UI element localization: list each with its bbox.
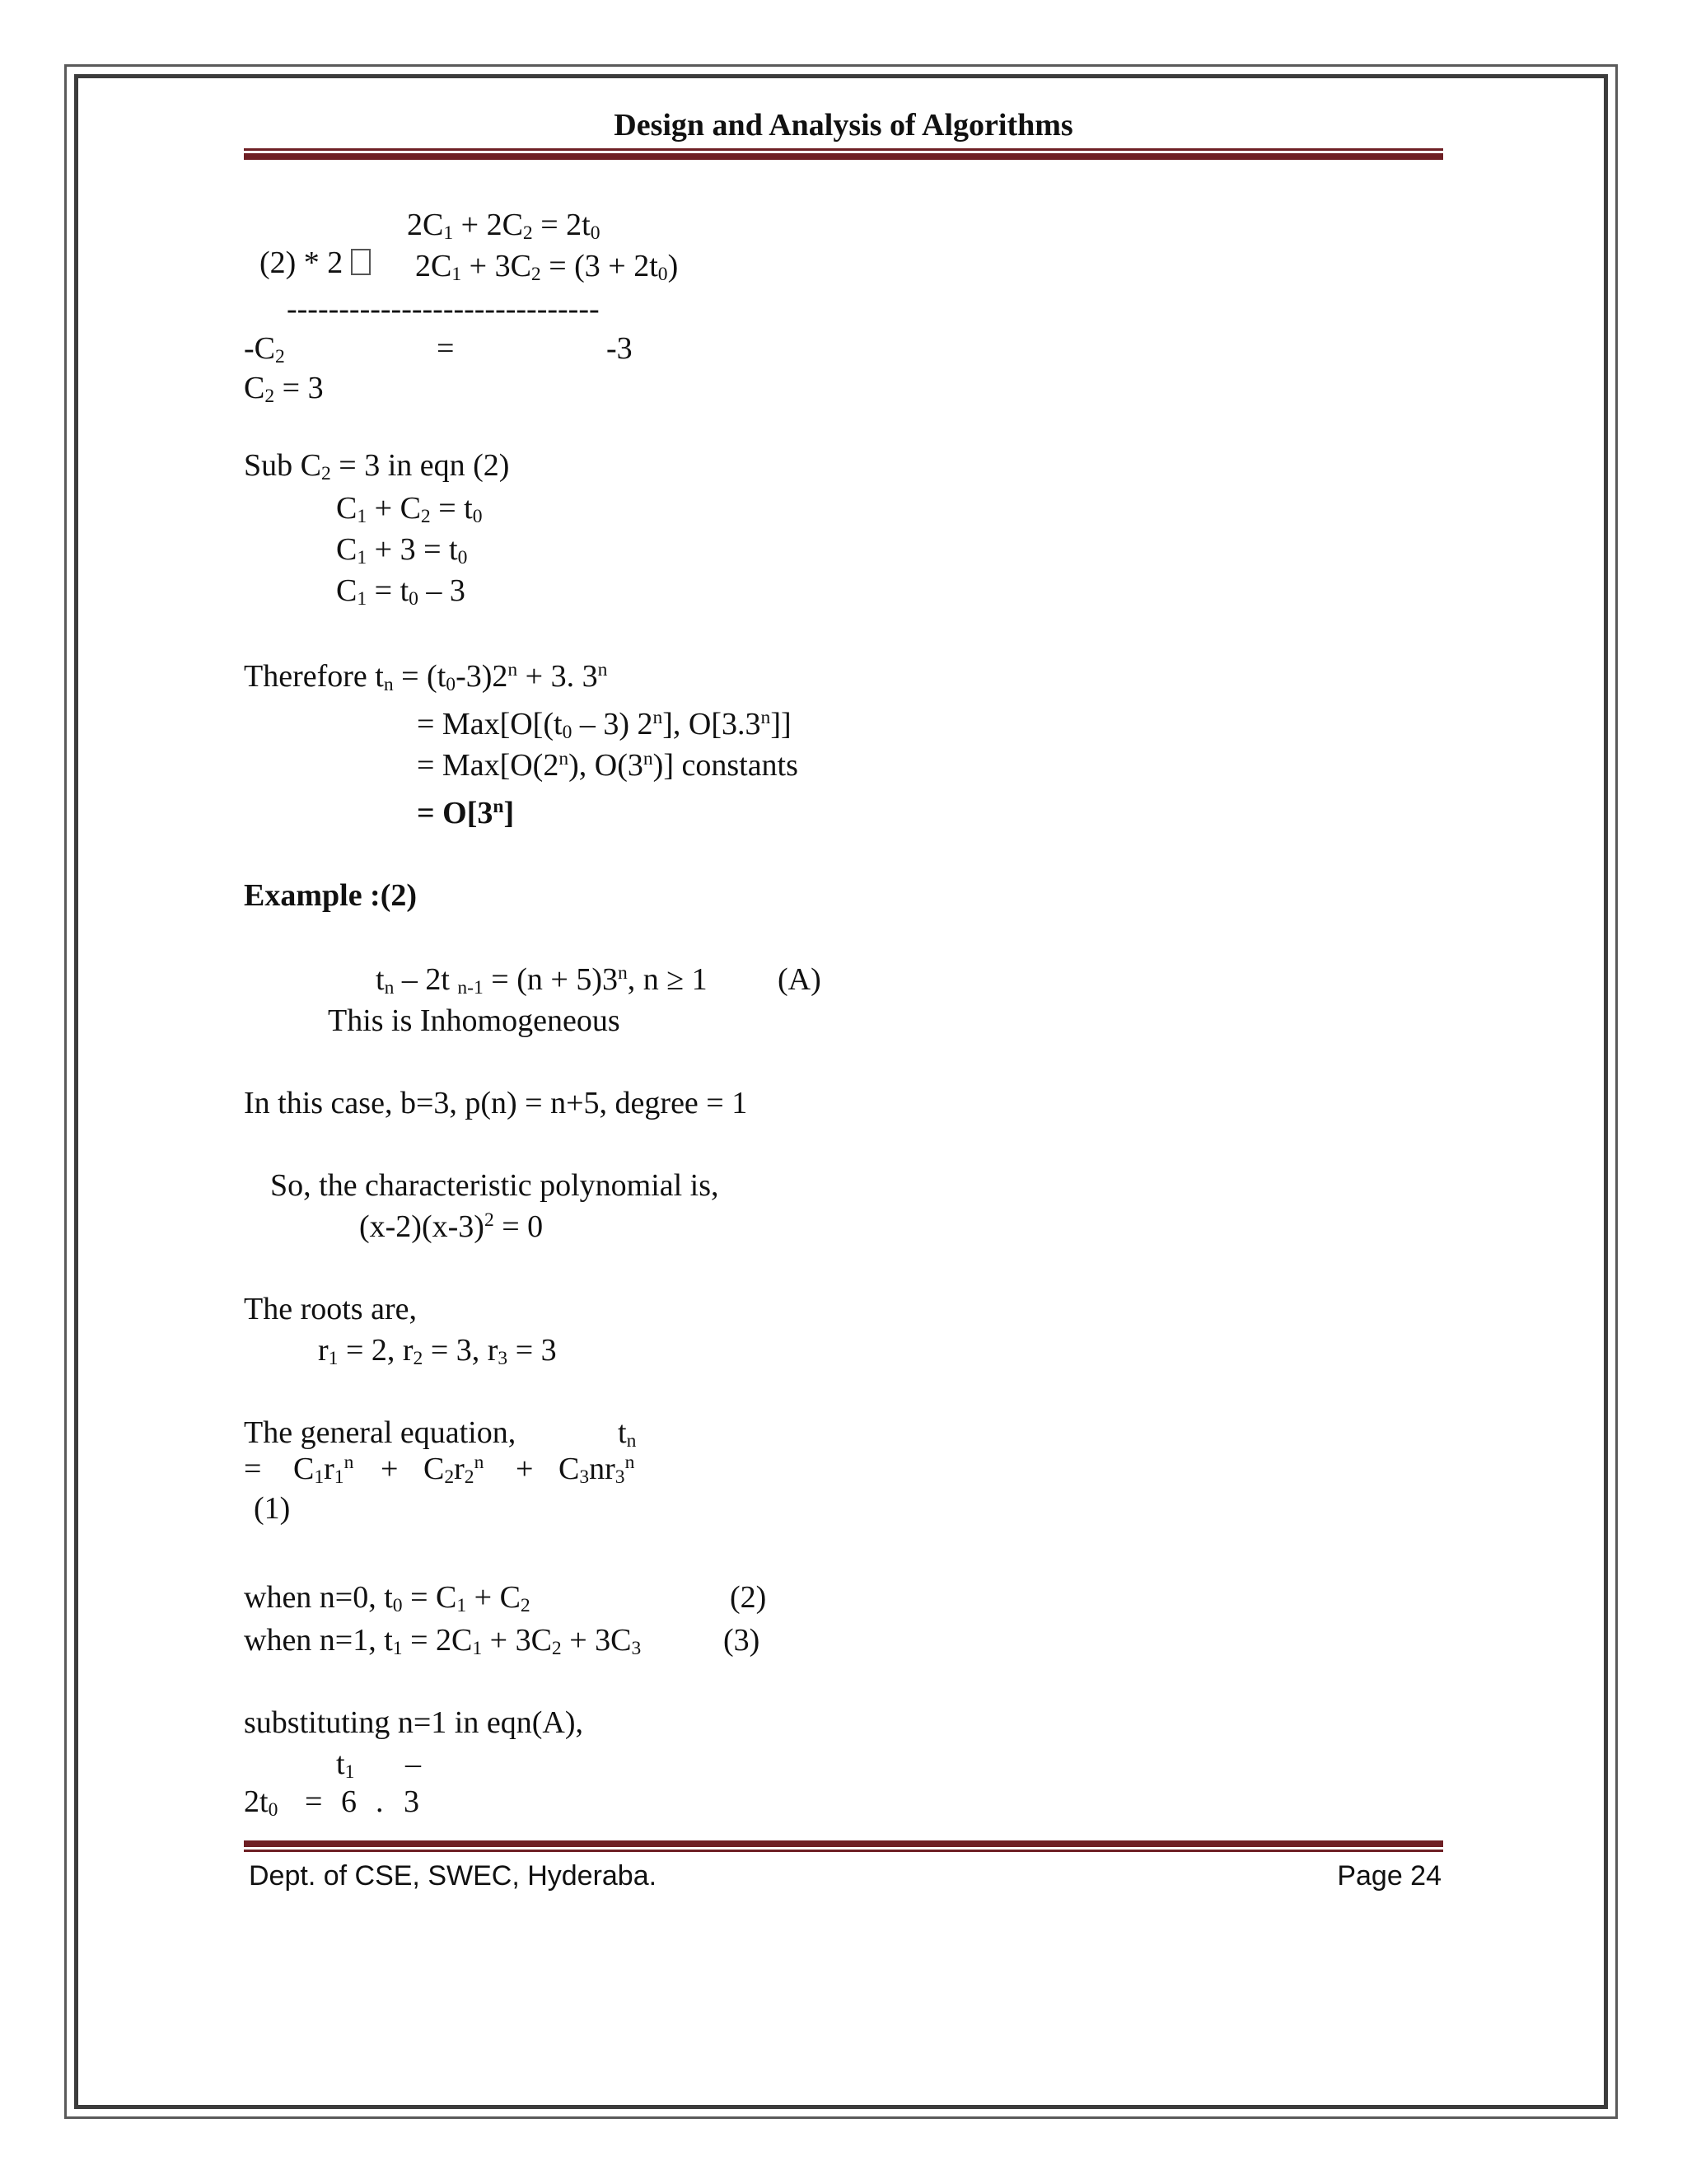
- general-term-1: $C_1r_1^n$: [293, 1452, 354, 1489]
- page-title: Design and Analysis of Algorithms: [614, 108, 1073, 143]
- line-char-poly: So, the characteristic polynomial is,: [270, 1168, 719, 1203]
- footer-rule: [244, 1840, 1443, 1852]
- footer-page-number: Page 24: [1337, 1860, 1442, 1892]
- line-last-dot: .: [376, 1784, 384, 1819]
- general-term-2: $C_2r_2^n$: [423, 1452, 484, 1489]
- line-t1: $t_1$: [336, 1747, 355, 1784]
- line-general-rhs: =: [244, 1452, 262, 1486]
- line-minus-c2: $-C_2$: [244, 331, 285, 368]
- tag-1: (1): [254, 1491, 291, 1526]
- line-sub-1: $C_1 + C_2 = t_0$: [336, 491, 483, 528]
- line-substituting: substituting n=1 in eqn(A),: [244, 1705, 583, 1740]
- line-last-3: 3: [404, 1784, 419, 1819]
- line-inhomogeneous: This is Inhomogeneous: [328, 1003, 620, 1038]
- tag-3: (3): [723, 1623, 760, 1658]
- general-term-3: $C_3nr_3^n$: [558, 1452, 635, 1489]
- line-minus-c2-eq: =: [437, 331, 455, 366]
- tag-a: (A): [778, 962, 821, 997]
- line-last-6: 6: [341, 1784, 357, 1819]
- footer-department: Dept. of CSE, SWEC, Hyderaba.: [249, 1860, 657, 1892]
- line-last-a: $2t_0$: [244, 1784, 278, 1822]
- header-rule: [244, 148, 1443, 160]
- line-case: In this case, b=3, p(n) = n+5, degree = 1: [244, 1086, 748, 1120]
- example-heading: Example :(2): [244, 878, 418, 913]
- line-t1-dash: –: [405, 1747, 421, 1781]
- general-plus-2: +: [516, 1452, 534, 1486]
- line-result: = $O[3^n]$: [417, 796, 515, 830]
- line-general-eqn: The general equation,: [244, 1415, 516, 1450]
- line-when-n1: when n=1, $t_1 = 2C_1 + 3C_2 + 3C_3$: [244, 1623, 642, 1660]
- line-sub-c2: Sub $C_2 = 3$ in eqn (2): [244, 448, 510, 485]
- line-recurrence: $t_n - 2t$ $_{n-1} = (n + 5)3^n$, n ≥ 1: [376, 962, 708, 999]
- line-separator: ------------------------------: [287, 292, 600, 326]
- line-max-1: = $Max[O[(t_0 - 3)$ 2$^n$], O[3.3$^n$]]: [417, 707, 792, 744]
- line-eqn-3c: $2C_1 + 3C_2 = (3 + 2t_0)$: [415, 249, 679, 286]
- line-roots: The roots are,: [244, 1292, 417, 1326]
- general-eqn-tn: $t_n$: [618, 1415, 637, 1452]
- line-when-n0: when n=0, $t_0 = C_1 + C_2$: [244, 1580, 530, 1617]
- line-sub-2: $C_1 + 3 = t_0$: [336, 532, 468, 569]
- line-sub-3: $C_1 = t_0 - 3$: [336, 573, 465, 610]
- line-eqn-2c: $2C_1 + 2C_2 = 2t_0$: [407, 208, 600, 245]
- line-minus-c2-val: -3: [606, 331, 633, 366]
- tag-2: (2): [730, 1580, 767, 1615]
- line-last-eq: =: [305, 1784, 323, 1819]
- line-max-2: = $Max[O(2^n)$, O(3$^n$)] constants: [417, 748, 798, 783]
- line-poly-eqn: $(x-2)(x-3)^2 = 0$: [359, 1209, 544, 1244]
- line-multiply-eqn: (2) * 2: [244, 206, 371, 282]
- general-plus-1: +: [381, 1452, 399, 1486]
- missing-glyph-icon: [351, 249, 371, 275]
- line-therefore: Therefore $t_n = (t_0-3)2^n + 3$. 3$^n$: [244, 659, 608, 696]
- line-root-values: $r_1 = 2$, $r_2 = 3$, $r_3 = 3$: [318, 1333, 557, 1370]
- line-c2-equals-3: $C_2 = 3$: [244, 371, 324, 408]
